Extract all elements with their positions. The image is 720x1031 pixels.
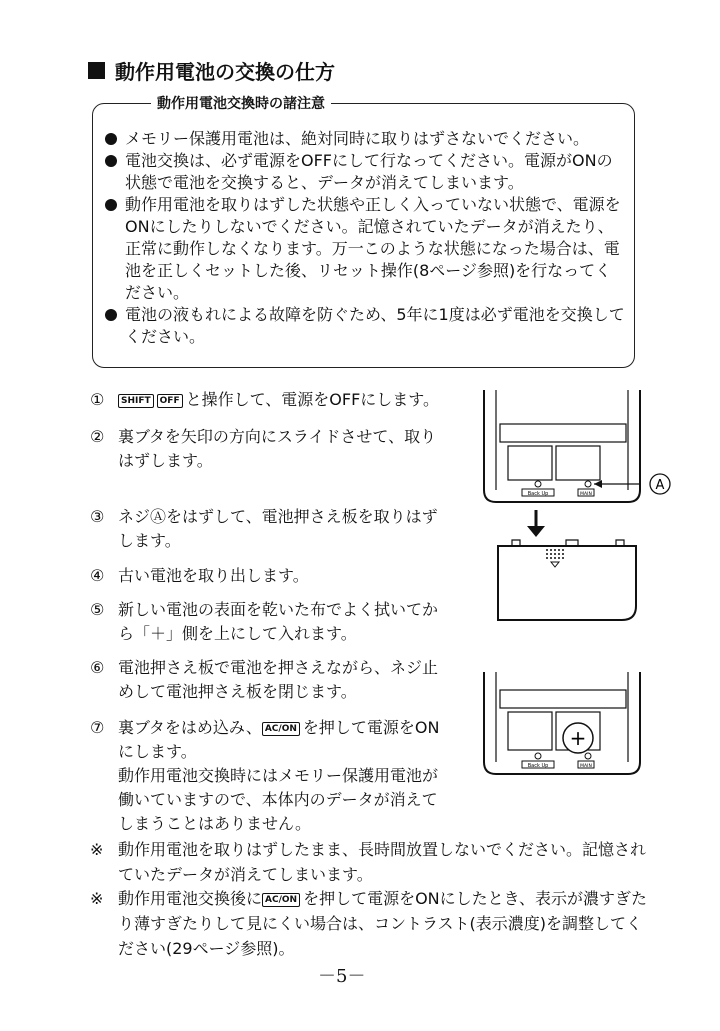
section-title [88, 56, 335, 85]
step-1: ① SHIFT OFF と操作して、電源をOFFにします。 [90, 390, 440, 409]
notice-item: メモリー保護用電池は、絶対同時に取りはずさないでください。 [101, 128, 625, 150]
bullet-icon [105, 199, 117, 211]
ac-on-key-icon: AC/ON [262, 893, 300, 907]
section-title-text: 動作用電池の交換の仕方 [115, 60, 335, 84]
bullet-icon [105, 309, 117, 321]
step-6: ⑥ 電池押さえ板で電池を押さえながら、ネジ止めして電池押さえ板を閉じます。 [90, 658, 439, 701]
shift-key-icon: SHIFT [118, 394, 154, 408]
page-number: －5－ [318, 966, 366, 987]
backup-label: Back Up [527, 763, 549, 769]
notice-heading: 動作用電池交換時の諸注意 [151, 93, 331, 113]
bullet-icon [105, 155, 117, 167]
off-key-icon: OFF [157, 394, 183, 408]
note-2: ※ 動作用電池交換後に AC/ON を押して電源をONにしたとき、表示が濃すぎたり薄すぎたりして見にくい場合は、コントラスト(表示濃度)を調整してください(29ページ参照)。 [90, 889, 647, 958]
step-4: ④ 古い電池を取り出します。 [90, 566, 309, 585]
screw-callout-label: A [655, 478, 665, 493]
plus-label: + [569, 726, 587, 750]
arrow-down-icon [524, 510, 548, 538]
notice-item: 電池の液もれによる故障を防ぐため、5年に1度は必ず電池を交換してください。 [101, 304, 625, 348]
main-label: MAIN [580, 492, 592, 497]
notice-box [92, 96, 635, 368]
device-battery-figure [478, 672, 648, 782]
step-7: ⑦ 裏ブタをはめ込み、 AC/ON を押して電源をONにします。 動作用電池交換時にはメモリー保護用電池が働いていますので、本体内のデータが消えてしまうことはありません。 [90, 718, 440, 833]
back-cover-figure [494, 536, 644, 626]
step-5: ⑤ 新しい電池の表面を乾いた布でよく拭いてから「＋」側を上にして入れます。 [90, 600, 439, 643]
notice-item: 電池交換は、必ず電源をOFFにして行なってください。電源がONの状態で電池を交換すると、データが消えてしまいます。 [101, 150, 625, 194]
step-3: ③ ネジⒶをはずして、電池押さえ板を取りはずします。 [90, 507, 438, 550]
main-label: MAIN [580, 764, 592, 769]
bullet-icon [105, 133, 117, 145]
backup-label: Back Up [527, 491, 549, 497]
notice-item: 動作用電池を取りはずした状態や正しく入っていない状態で、電源をONにしたりしないでください。記憶されていたデータが消えたり、正常に動作しなくなります。万一このような状態になった場合は、電池を正しくセットした後、リセット操作(8ページ参照)を行なってください。 [101, 194, 625, 304]
device-back-figure [478, 390, 678, 510]
note-1: ※ 動作用電池を取りはずしたまま、長時間放置しないでください。記憶されていたデータが消えてしまいます。 [90, 840, 647, 884]
square-bullet-icon [88, 62, 105, 79]
ac-on-key-icon: AC/ON [262, 722, 300, 736]
notice-list [101, 128, 625, 348]
step-2: ② 裏ブタを矢印の方向にスライドさせて、取りはずします。 [90, 427, 437, 470]
